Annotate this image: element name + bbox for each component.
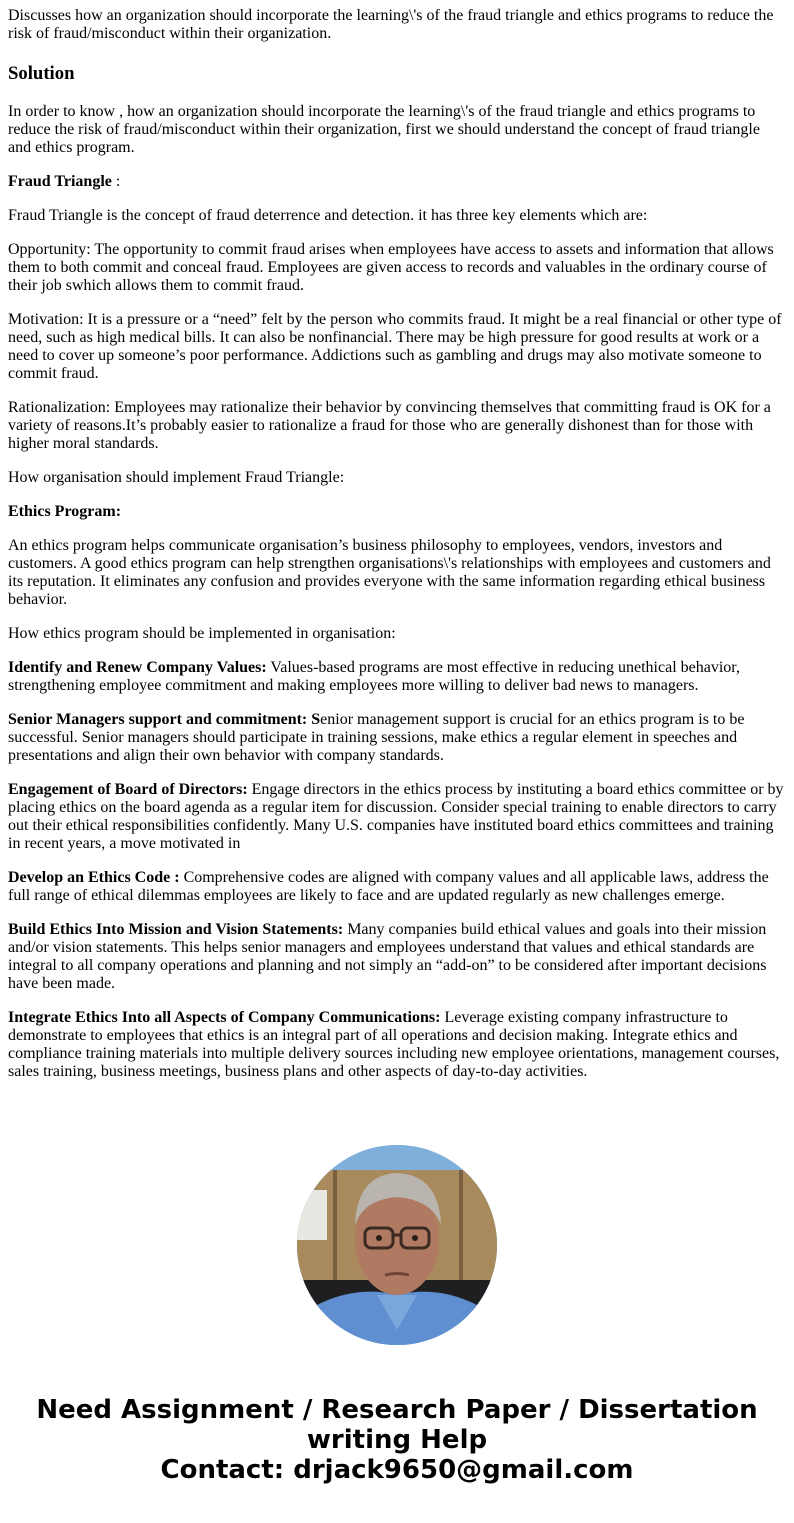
ethics-program-heading (8, 503, 786, 521)
ethics-program-title: Ethics Program: (8, 503, 122, 520)
step-text: Values-based programs are most effective in reducing unethical behavior, strengthening employee commitment and making employees more willing to deliver bad news to managers. (8, 659, 740, 694)
author-photo-container (0, 1145, 794, 1345)
promo-contact: Contact: drjack9650@gmail.com (160, 1455, 634, 1485)
step-text: Engage directors in the ethics process by instituting a board ethics committee or by placing ethics on the board agenda as a regular item for discussion. Consider special training to enable directors to carry out their ethical responsibilities confidently. Many U.S. companies have instituted board ethics committees and training in recent years, a move motivated in (8, 781, 784, 852)
step-identify-values (8, 659, 786, 695)
step-board-of-directors (8, 781, 786, 853)
promo-banner (0, 1395, 794, 1485)
fraud-triangle-implement-line: How organisation should implement Fraud Triangle: (8, 469, 345, 486)
step-title: Develop an Ethics Code : (8, 869, 180, 886)
author-avatar (297, 1145, 497, 1345)
step-communications (8, 1009, 786, 1081)
step-title: Build Ethics Into Mission and Vision Statements: (8, 921, 344, 938)
author-portrait-icon (297, 1145, 497, 1345)
fraud-triangle-title: Fraud Triangle (8, 173, 112, 190)
fraud-triangle-suffix: : (111, 173, 121, 190)
promo-line-1: Need Assignment / Research Paper / Dissertation (36, 1395, 758, 1425)
step-text: Many companies build ethical values and goals into their mission and/or vision statements. This helps senior managers and employees understand that values and ethical standards are integral to all company operations and planning and not simply an “add-on” to be considered after important decisions have been made. (8, 921, 767, 992)
step-title: Engagement of Board of Directors: (8, 781, 248, 798)
fraud-triangle-definition: Fraud Triangle is the concept of fraud deterrence and detection. it has three key elements which are: (8, 207, 648, 224)
step-mission-vision (8, 921, 786, 993)
solution-heading: Solution (8, 63, 75, 84)
step-title: Identify and Renew Company Values: (8, 659, 267, 676)
step-title: Integrate Ethics Into all Aspects of Company Communications: (8, 1009, 441, 1026)
element-motivation: Motivation: It is a pressure or a “need” felt by the person who commits fraud. It might be a real financial or other type of need, such as high medical bills. It can also be nonfinancial. There may be high pressure for good results at work or a need to cover up someone’s poor performance. Addictions such as gambling and drugs may also motivate someone to commit fraud. (8, 311, 782, 382)
element-rationalization: Rationalization: Employees may rationalize their behavior by convincing themselves that committing fraud is OK for a variety of reasons.It’s probably easier to rationalize a fraud for those who are generally dishonest than for those with higher moral standards. (8, 399, 771, 452)
step-senior-managers (8, 711, 786, 765)
step-text: Leverage existing company infrastructure to demonstrate to employees that ethics is an integral part of all operations and decision making. Integrate ethics and compliance training materials into multiple delivery sources including new employee orientations, management courses, sales training, business meetings, business plans and other aspects of day-to-day activities. (8, 1009, 780, 1080)
ethics-program-implement-line: How ethics program should be implemented in organisation: (8, 625, 396, 642)
fraud-triangle-heading (8, 173, 786, 191)
step-title: Senior Managers support and commitment: S (8, 711, 321, 728)
question-text: Discusses how an organization should incorporate the learning\'s of the fraud triangle and ethics programs to reduce the risk of fraud/misconduct within their organization. (8, 7, 774, 42)
step-text: enior management support is crucial for an ethics program is to be successful. Senior managers should participate in training sessions, make ethics a regular element in speeches and presentations and align their own behavior with company standards. (8, 711, 745, 764)
ethics-program-definition: An ethics program helps communicate organisation’s business philosophy to employees, vendors, investors and customers. A good ethics program can help strengthen organisations\'s relationships with employees and customers and its reputation. It eliminates any confusion and provides everyone with the same information regarding ethical business behavior. (8, 537, 771, 608)
step-ethics-code (8, 869, 786, 905)
element-opportunity: Opportunity: The opportunity to commit fraud arises when employees have access to assets and information that allows them to both commit and conceal fraud. Employees are given access to records and valuables in the ordinary course of their job swhich allows them to commit fraud. (8, 241, 774, 294)
step-text: Comprehensive codes are aligned with company values and all applicable laws, address the full range of ethical dilemmas employees are likely to face and are updated regularly as new challenges emerge. (8, 869, 769, 904)
intro-paragraph: In order to know , how an organization should incorporate the learning\'s of the fraud triangle and ethics programs to reduce the risk of fraud/misconduct within their organization, first we should understand the concept of fraud triangle and ethics program. (8, 103, 760, 156)
promo-line-2: writing Help (306, 1425, 488, 1455)
